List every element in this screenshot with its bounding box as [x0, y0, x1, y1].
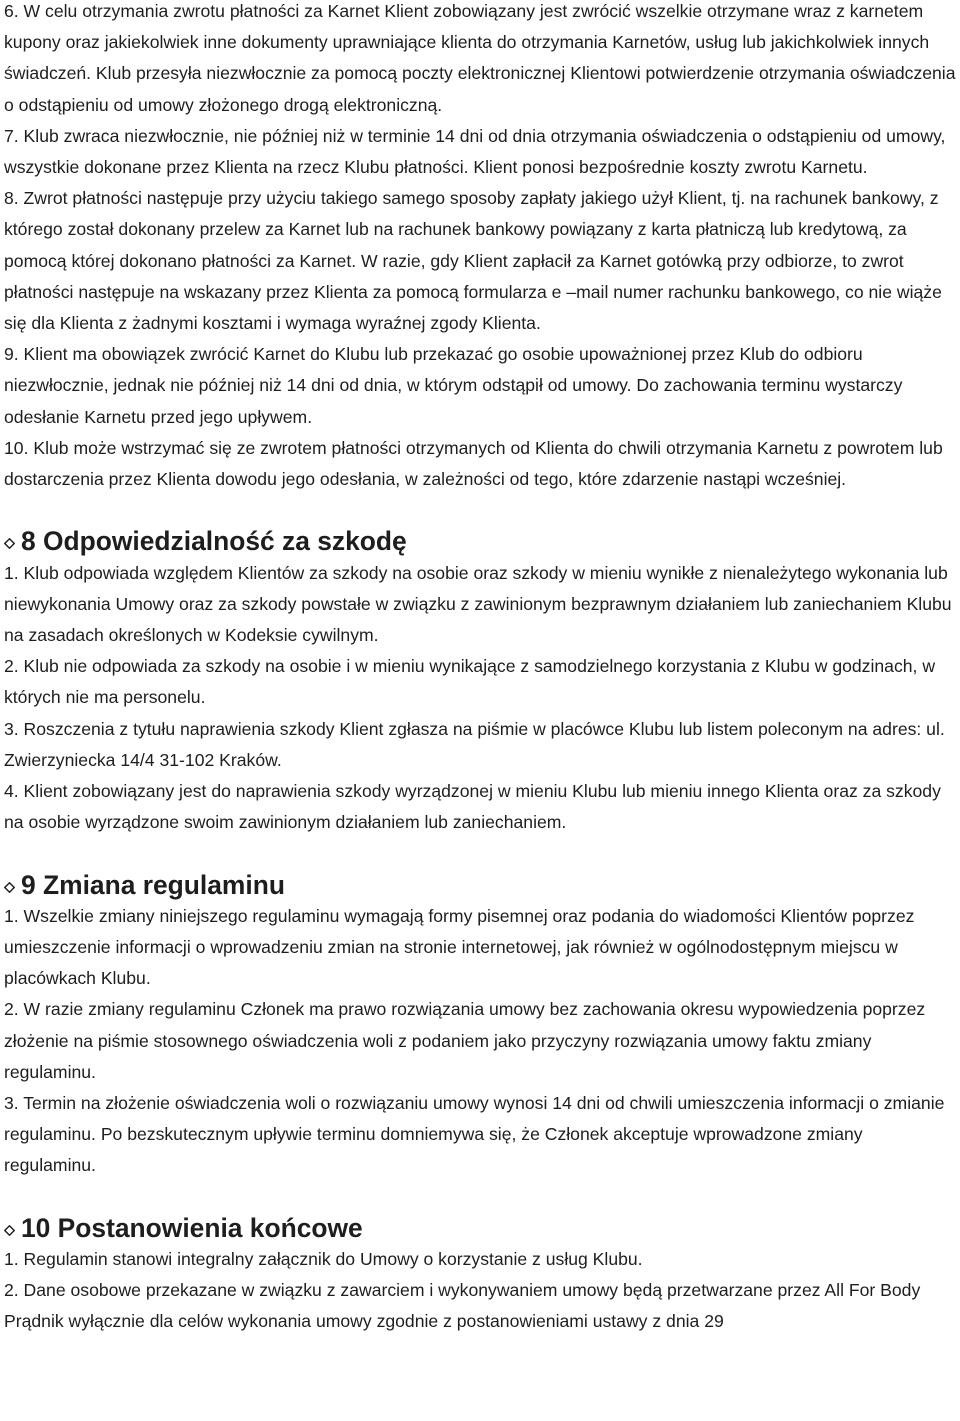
section9-paragraph-1: 1. Wszelkie zmiany niniejszego regulaminu wymagają formy pisemnej oraz podania do wiadomości Klientów poprzez umieszczenie informacji o wprowadzeniu zmian na stronie internetowej, jak również w ogólnodostępnym miejscu w placówkach Klubu.	[4, 905, 915, 989]
blank-line	[4, 1182, 958, 1213]
section-heading-9	[4, 870, 958, 901]
section8-paragraph-3: 3. Roszczenia z tytułu naprawienia szkody Klient zgłasza na piśmie w placówce Klubu lub listem poleconym na adres: ul. Zwierzyniecka 14/4 31-102 Kraków.	[4, 718, 945, 770]
section-heading-10-text: 10 Postanowienia końcowe	[21, 1212, 363, 1243]
diamond-bullet-icon	[4, 882, 15, 893]
section10-paragraph-1: 1. Regulamin stanowi integralny załącznik do Umowy o korzystanie z usług Klubu.	[4, 1249, 643, 1270]
section-heading-10	[4, 1213, 958, 1244]
blank-line	[4, 838, 958, 869]
document-page	[4, 0, 958, 1338]
diamond-bullet-icon	[4, 538, 15, 549]
section10-paragraph-2: 2. Dane osobowe przekazane w związku z zawarciem i wykonywaniem umowy będą przetwarzane przez All For Body Prądnik wyłącznie dla celów wykonania umowy zgodnie z postanowieniami ustawy z dnia 29	[4, 1280, 921, 1332]
paragraph-7: 7. Klub zwraca niezwłocznie, nie później niż w terminie 14 dni od dnia otrzymania oświadczenia o odstąpieniu od umowy, wszystkie dokonane przez Klienta na rzecz Klubu płatności. Klient ponosi bezpośrednie koszty zwrotu Karnetu.	[4, 125, 946, 178]
section8-paragraph-4: 4. Klient zobowiązany jest do naprawienia szkody wyrządzonej w mieniu Klubu lub mieniu innego Klienta oraz za szkody na osobie wyrządzone swoim zawinionym działaniem lub zaniechaniem.	[4, 781, 941, 833]
section8-paragraph-1: 1. Klub odpowiada względem Klientów za szkody na osobie oraz szkody w mieniu wynikłe z nienależytego wykonania lub niewykonania Umowy oraz za szkody powstałe w związku z zawinionym bezprawnym działaniem lub zaniechaniem Klubu na zasadach określonych w Kodeksie cywilnym.	[4, 562, 952, 646]
paragraph-6: 6. W celu otrzymania zwrotu płatności za Karnet Klient zobowiązany jest zwrócić wszelkie otrzymane wraz z karnetem kupony oraz jakiekolwiek inne dokumenty uprawniające klienta do otrzymania Karnetów, usług lub jakichkolwiek innych świadczeń. Klub przesyła niezwłocznie za pomocą poczty elektronicznej Klientowi potwierdzenie otrzymania oświadczenia o odstąpieniu od umowy złożonego drogą elektroniczną.	[4, 1, 956, 115]
section-heading-9-text: 9 Zmiana regulaminu	[21, 869, 285, 900]
section-heading-8-text: 8 Odpowiedzialność za szkodę	[21, 526, 407, 557]
section8-paragraph-2: 2. Klub nie odpowiada za szkody na osobie i w mieniu wynikające z samodzielnego korzystania z Klubu w godzinach, w których nie ma personelu.	[4, 656, 936, 708]
paragraph-10: 10. Klub może wstrzymać się ze zwrotem płatności otrzymanych od Klienta do chwili otrzymania Karnetu z powrotem lub dostarczenia przez Klienta dowodu jego odesłania, w zależności od tego, które zdarzenie nastąpi wcześniej.	[4, 437, 943, 490]
section9-paragraph-3: 3. Termin na złożenie oświadczenia woli o rozwiązaniu umowy wynosi 14 dni od chwili umieszczenia informacji o zmianie regulaminu. Po bezskutecznym upływie terminu domniemywa się, że Członek akceptuje wprowadzone zmiany regulaminu.	[4, 1093, 945, 1176]
blank-line	[4, 495, 958, 526]
paragraph-8: 8. Zwrot płatności następuje przy użyciu takiego samego sposoby zapłaty jakiego użył Klient, tj. na rachunek bankowy, z którego został dokonany przelew za Karnet lub na rachunek bankowy powiązany z karta płatniczą lub kredytową, za pomocą której dokonano płatności za Karnet. W razie, gdy Klient zapłacił za Karnet gotówką przy odbiorze, to zwrot płatności następuje na wskazany przez Klienta za pomocą formularza e –mail numer rachunku bankowego, co nie wiąże się dla Klienta z żadnymi kosztami i wymaga wyraźnej zgody Klienta.	[4, 188, 942, 334]
section-heading-8	[4, 526, 958, 557]
diamond-bullet-icon	[4, 1225, 15, 1236]
section9-paragraph-2: 2. W razie zmiany regulaminu Członek ma prawo rozwiązania umowy bez zachowania okresu wypowiedzenia poprzez złożenie na piśmie stosownego oświadczenia woli z podaniem jako przyczyny rozwiązania umowy faktu zmiany regulaminu.	[4, 999, 926, 1082]
paragraph-9: 9. Klient ma obowiązek zwrócić Karnet do Klubu lub przekazać go osobie upoważnionej przez Klub do odbioru niezwłocznie, jednak nie później niż 14 dni od dnia, w którym odstąpił od umowy. Do zachowania terminu wystarczy odesłanie Karnetu przed jego upływem.	[4, 344, 903, 427]
